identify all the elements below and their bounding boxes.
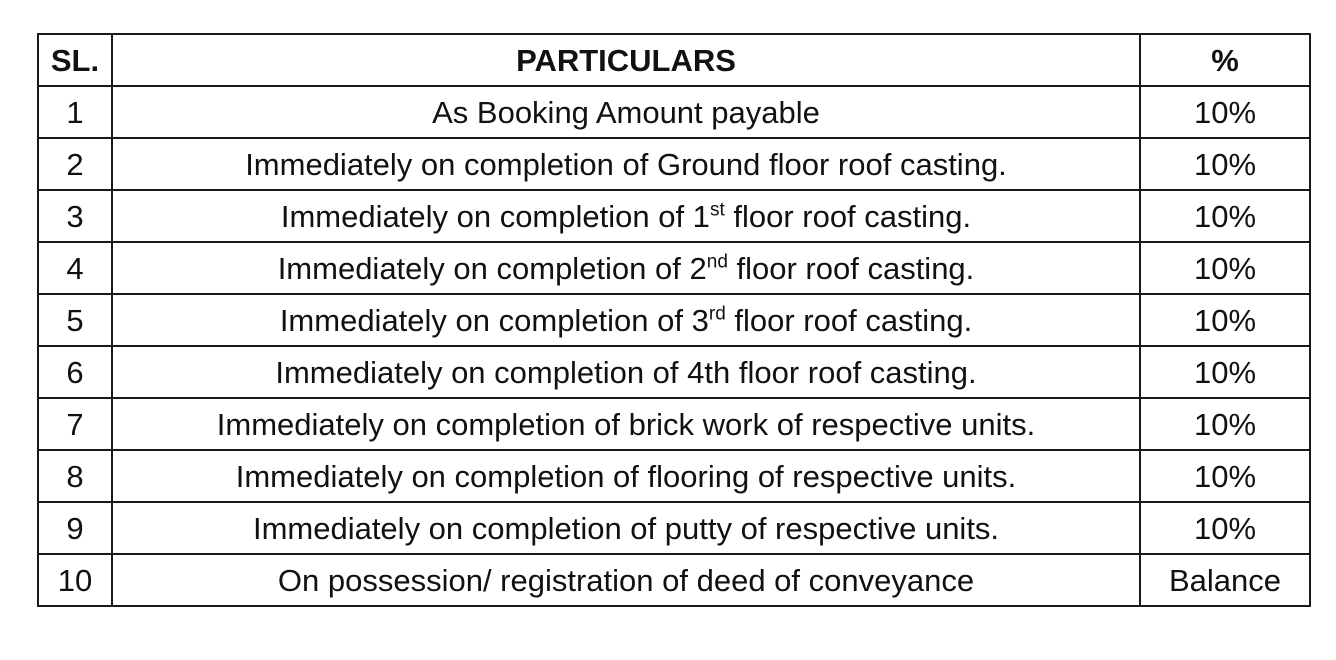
cell-percent: 10% xyxy=(1140,86,1310,138)
table-row xyxy=(38,138,1310,190)
table-body xyxy=(38,86,1310,606)
particulars-text: Immediately on completion of brick work of respective units. xyxy=(216,406,1036,442)
cell-percent: 10% xyxy=(1140,346,1310,398)
header-particulars: PARTICULARS xyxy=(112,34,1140,86)
ordinal-suffix: nd xyxy=(706,251,728,273)
cell-sl: 6 xyxy=(38,346,112,398)
table-header xyxy=(38,34,1310,86)
payment-schedule-table xyxy=(37,33,1311,607)
particulars-text: Immediately on completion of flooring of respective units. xyxy=(235,458,1017,494)
particulars-text-end: floor roof casting. xyxy=(727,250,975,286)
cell-sl: 1 xyxy=(38,86,112,138)
particulars-text: On possession/ registration of deed of conveyance xyxy=(277,562,975,598)
cell-percent: Balance xyxy=(1140,554,1310,606)
particulars-text-end: floor roof casting. xyxy=(724,198,972,234)
table-row xyxy=(38,294,1310,346)
cell-sl: 8 xyxy=(38,450,112,502)
cell-particulars xyxy=(112,398,1140,450)
cell-sl: 9 xyxy=(38,502,112,554)
cell-particulars xyxy=(112,450,1140,502)
table-row xyxy=(38,554,1310,606)
ordinal-suffix: rd xyxy=(708,303,726,325)
cell-sl: 2 xyxy=(38,138,112,190)
cell-particulars xyxy=(112,190,1140,242)
cell-particulars xyxy=(112,86,1140,138)
table-row xyxy=(38,190,1310,242)
header-sl: SL. xyxy=(38,34,112,86)
cell-sl: 5 xyxy=(38,294,112,346)
particulars-text: Immediately on completion of 1 xyxy=(280,198,710,234)
table-row xyxy=(38,346,1310,398)
cell-particulars xyxy=(112,346,1140,398)
table-row xyxy=(38,502,1310,554)
particulars-text: Immediately on completion of putty of respective units. xyxy=(252,510,1000,546)
particulars-text-end: floor roof casting. xyxy=(725,302,973,338)
particulars-text: Immediately on completion of 2 xyxy=(277,250,707,286)
cell-particulars xyxy=(112,294,1140,346)
particulars-text: As Booking Amount payable xyxy=(432,94,820,130)
cell-sl: 10 xyxy=(38,554,112,606)
cell-percent: 10% xyxy=(1140,450,1310,502)
cell-sl: 3 xyxy=(38,190,112,242)
particulars-text: Immediately on completion of 4th floor roof casting. xyxy=(275,354,977,390)
header-row xyxy=(38,34,1310,86)
cell-percent: 10% xyxy=(1140,242,1310,294)
cell-percent: 10% xyxy=(1140,138,1310,190)
header-percent: % xyxy=(1140,34,1310,86)
cell-particulars xyxy=(112,554,1140,606)
cell-particulars xyxy=(112,242,1140,294)
ordinal-suffix: st xyxy=(709,199,725,221)
table-row xyxy=(38,86,1310,138)
cell-percent: 10% xyxy=(1140,502,1310,554)
particulars-text: Immediately on completion of Ground floor roof casting. xyxy=(245,146,1007,182)
cell-percent: 10% xyxy=(1140,398,1310,450)
table-row xyxy=(38,450,1310,502)
particulars-text: Immediately on completion of 3 xyxy=(279,302,709,338)
cell-percent: 10% xyxy=(1140,294,1310,346)
cell-sl: 4 xyxy=(38,242,112,294)
cell-particulars xyxy=(112,502,1140,554)
cell-particulars xyxy=(112,138,1140,190)
table-row xyxy=(38,242,1310,294)
cell-percent: 10% xyxy=(1140,190,1310,242)
table-row xyxy=(38,398,1310,450)
cell-sl: 7 xyxy=(38,398,112,450)
